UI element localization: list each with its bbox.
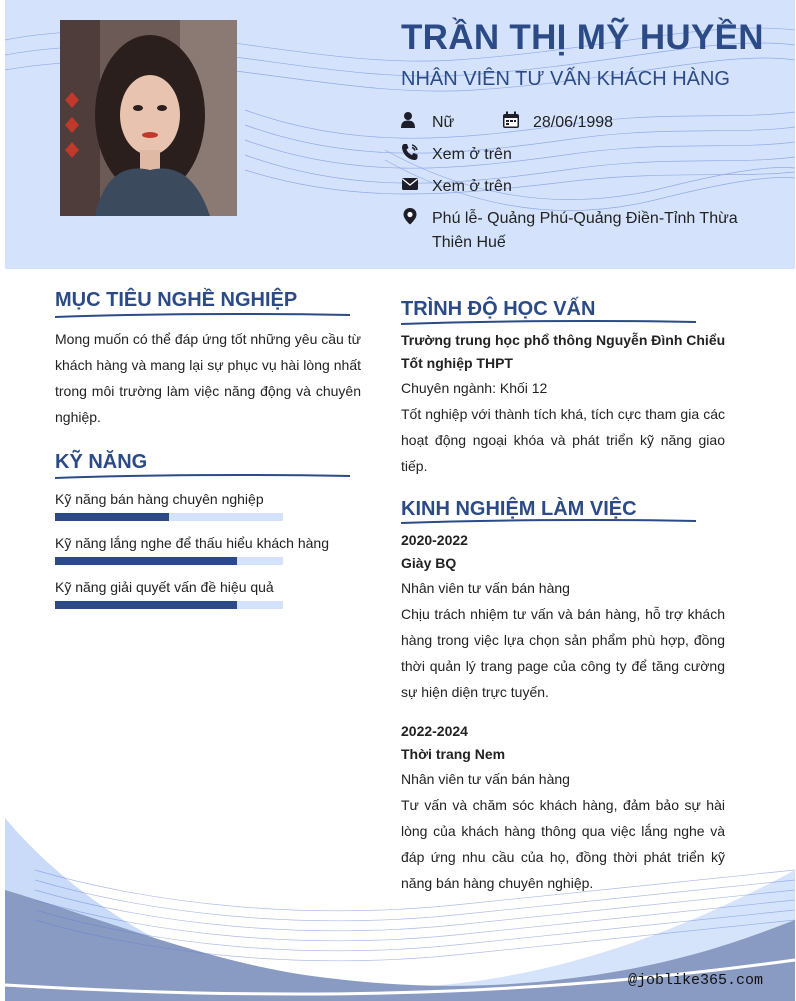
address-row — [401, 207, 741, 255]
education-major: Chuyên ngành: Khối 12 — [401, 380, 548, 396]
skill-fill-1 — [55, 513, 169, 521]
phone-icon — [401, 143, 419, 161]
experience-2-position: Nhân viên tư vấn bán hàng — [401, 771, 570, 787]
skill-bar-2 — [55, 557, 283, 565]
gender-text: Nữ — [432, 114, 455, 131]
experience-2-period: 2022-2024 — [401, 723, 468, 739]
skills-underline — [55, 472, 350, 482]
education-description: Tốt nghiệp với thành tích khá, tích cực tham gia các hoạt động ngoại khóa và phát triển kỹ năng giao tiếp. — [401, 406, 725, 474]
phone-row — [401, 143, 512, 167]
calendar-icon — [502, 111, 520, 129]
footer-handle: @joblike365.com — [628, 972, 764, 989]
location-pin-icon — [401, 207, 419, 225]
skill-label-2: Kỹ năng lắng nghe để thấu hiểu khách hàng — [55, 535, 330, 551]
education-degree: Tốt nghiệp THPT — [401, 355, 513, 371]
skill-label-3: Kỹ năng giải quyết vấn đề hiệu quả — [55, 579, 274, 595]
experience-1-position: Nhân viên tư vấn bán hàng — [401, 580, 570, 596]
objective-underline — [55, 311, 350, 321]
experience-underline — [401, 517, 696, 527]
experience-1-period: 2020-2022 — [401, 532, 468, 548]
skills-heading: KỸ NĂNG — [55, 451, 148, 473]
user-icon — [401, 111, 419, 129]
experience-1-company: Giày BQ — [401, 555, 457, 571]
skill-label-1: Kỹ năng bán hàng chuyên nghiệp — [55, 491, 264, 507]
birthdate-row — [502, 111, 613, 135]
envelope-icon — [401, 175, 419, 193]
skill-fill-2 — [55, 557, 237, 565]
education-school: Trường trung học phổ thông Nguyễn Đình Chiểu — [401, 332, 726, 348]
skill-fill-3 — [55, 601, 237, 609]
objective-heading: MỤC TIÊU NGHỀ NGHIỆP — [55, 289, 298, 311]
email-row — [401, 175, 512, 199]
experience-2-description: Tư vấn và chăm sóc khách hàng, đảm bảo sự hài lòng của khách hàng thông qua việc lắng nghe và đáp ứng nhu cầu của họ, đồng thời phát triển kỹ năng bán hàng chuyên nghiệp. — [401, 797, 725, 891]
experience-2-company: Thời trang Nem — [401, 746, 506, 762]
full-name: TRẦN THỊ MỸ HUYỀN — [401, 18, 764, 57]
email-text: Xem ở trên — [432, 178, 512, 195]
education-heading: TRÌNH ĐỘ HỌC VẤN — [401, 298, 596, 320]
experience-1-description: Chịu trách nhiệm tư vấn và bán hàng, hỗ trợ khách hàng trong việc lựa chọn sản phẩm phù hợp, đồng thời quản lý trang page của công ty để tăng cường sự hiện diện trực tuyến. — [401, 606, 725, 700]
experience-heading: KINH NGHIỆM LÀM VIỆC — [401, 498, 637, 520]
objective-text: Mong muốn có thể đáp ứng tốt những yêu cầu từ khách hàng và mang lại sự phục vụ hài lòng nhất trong môi trường làm việc năng động và chuyên nghiệp. — [55, 331, 361, 425]
skill-bar-1 — [55, 513, 283, 521]
address-text: Phú lễ- Quảng Phú-Quảng Điền-Tỉnh Thừa Thiên Huế — [432, 210, 738, 251]
gender-row — [401, 111, 454, 135]
job-title: NHÂN VIÊN TƯ VẤN KHÁCH HÀNG — [401, 68, 730, 90]
phone-text: Xem ở trên — [432, 146, 512, 163]
education-underline — [401, 318, 696, 328]
birthdate-text: 28/06/1998 — [533, 114, 614, 131]
skill-bar-3 — [55, 601, 283, 609]
profile-photo — [60, 20, 237, 216]
